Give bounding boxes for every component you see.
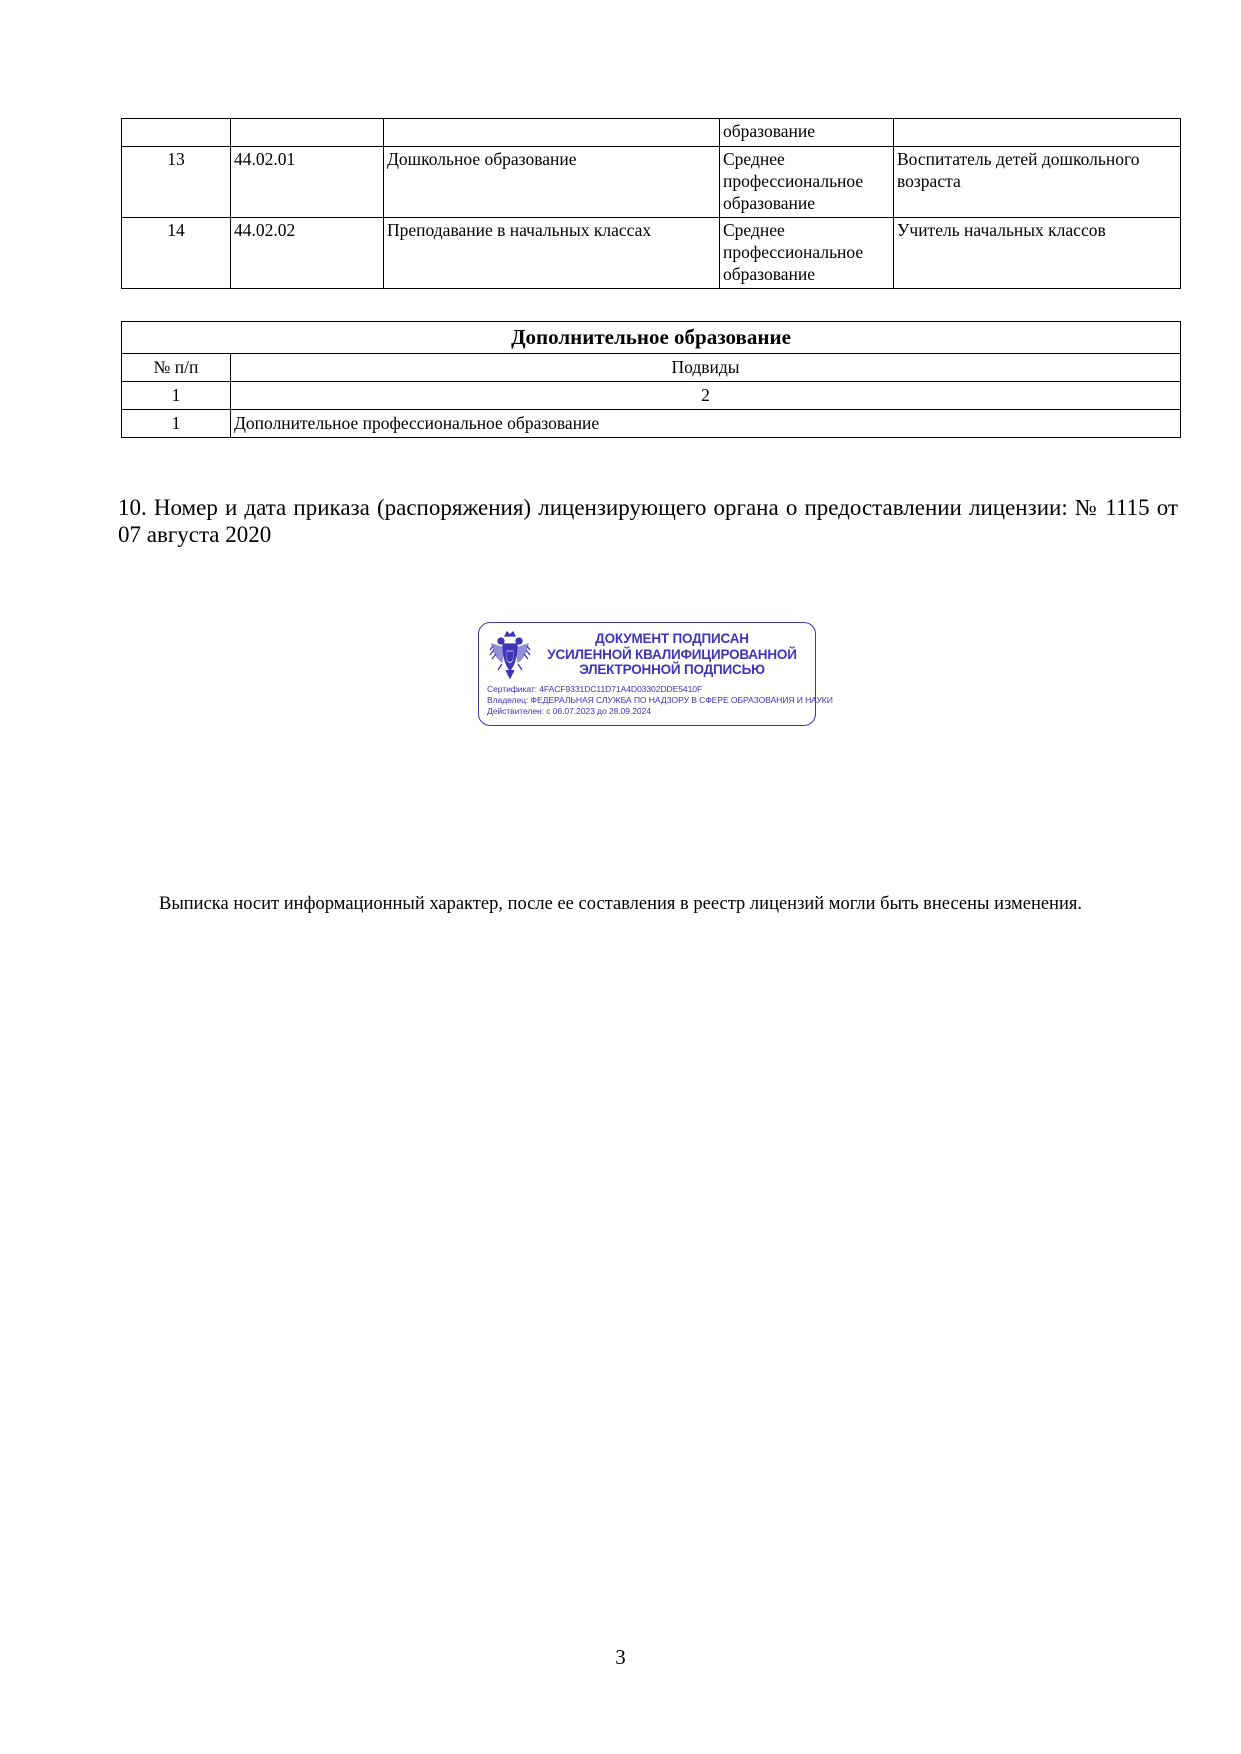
stamp-heading — [539, 631, 805, 678]
row-number: 1 — [122, 410, 231, 438]
education-level: Среднее профессиональное образование — [720, 218, 894, 289]
qualification: Воспитатель детей дошкольного возраста — [894, 147, 1181, 218]
additional-education-table — [121, 321, 1181, 438]
stamp-line: ЭЛЕКТРОННОЙ ПОДПИСЬЮ — [579, 662, 765, 677]
table-row — [122, 147, 1181, 218]
row-number — [122, 119, 231, 147]
education-level: образование — [720, 119, 894, 147]
program-code: 44.02.02 — [231, 218, 384, 289]
row-number: 13 — [122, 147, 231, 218]
subtype-name: Дополнительное профессиональное образование — [231, 410, 1181, 438]
table-row — [122, 218, 1181, 289]
qualification: Учитель начальных классов — [894, 218, 1181, 289]
column-number: 1 — [122, 382, 231, 410]
table-row — [122, 119, 1181, 147]
qualification — [894, 119, 1181, 147]
table-header-row — [122, 354, 1181, 382]
table-title: Дополнительное образование — [122, 322, 1181, 354]
row-number: 14 — [122, 218, 231, 289]
page-number: 3 — [615, 1645, 626, 1669]
column-number-row — [122, 382, 1181, 410]
signature-stamp — [478, 622, 833, 726]
education-level: Среднее профессиональное образование — [720, 147, 894, 218]
programs-table — [121, 118, 1181, 289]
certificate-validity: Действителен: с 06.07.2023 до 28.09.2024 — [487, 706, 651, 716]
program-name: Дошкольное образование — [384, 147, 720, 218]
table-title-row — [122, 322, 1181, 354]
header-subtype: Подвиды — [231, 354, 1181, 382]
footer-note: Выписка носит информационный характер, после ее составления в реестр лицензий могли быть внесены изменения. — [159, 894, 1082, 914]
header-num: № п/п — [122, 354, 231, 382]
certificate-owner: Владелец: ФЕДЕРАЛЬНАЯ СЛУЖБА ПО НАДЗОРУ В СФЕРЕ ОБРАЗОВАНИЯ И НАУКИ — [487, 695, 833, 705]
stamp-line: УСИЛЕННОЙ КВАЛИФИЦИРОВАННОЙ — [547, 646, 797, 662]
program-name — [384, 119, 720, 147]
coat-of-arms-icon — [488, 630, 532, 682]
program-code: 44.02.01 — [231, 147, 384, 218]
order-paragraph: 10. Номер и дата приказа (распоряжения) лицензирующего органа о предоставлении лицензии: № 1115 от 07 августа 2020 — [118, 495, 1178, 547]
certificate-number: Сертификат: 4FACF9331DC11D71A4D03302DDE5410F — [487, 684, 703, 694]
program-code — [231, 119, 384, 147]
stamp-line: ДОКУМЕНТ ПОДПИСАН — [595, 631, 749, 646]
column-number: 2 — [231, 382, 1181, 410]
program-name: Преподавание в начальных классах — [384, 218, 720, 289]
table-row — [122, 410, 1181, 438]
